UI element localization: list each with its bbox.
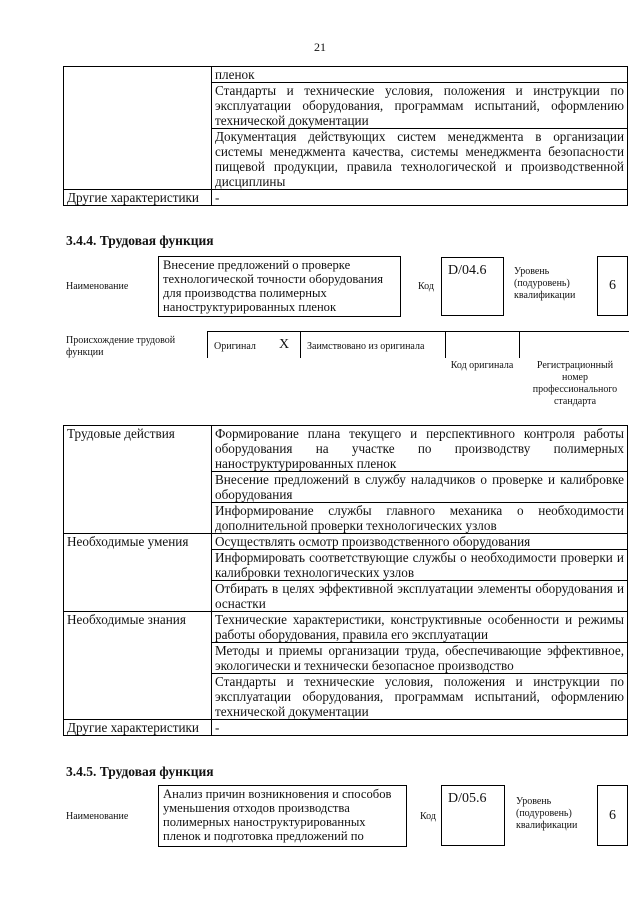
- name-label: Наименование: [66, 281, 129, 292]
- table-row: [64, 190, 628, 206]
- original-mark: X: [279, 337, 290, 352]
- table-cell-text: -: [212, 190, 628, 206]
- table-cell-text: Осуществлять осмотр производственного оборудования: [212, 534, 628, 550]
- section-title: 3.4.5. Трудовая функция: [66, 764, 214, 779]
- origin-divider: [300, 332, 301, 358]
- level-label: Уровень (подуровень) квалификации: [514, 266, 576, 301]
- table-cell-label: Необходимые умения: [64, 534, 212, 612]
- table-cell-text: пленок: [212, 67, 628, 83]
- reg-number-label: Регистрационный номер профессионального стандарта: [532, 360, 618, 407]
- table-cell-label: Другие характеристики: [64, 720, 212, 736]
- code-label: Код: [418, 281, 434, 292]
- table-cell-label: Другие характеристики: [64, 190, 212, 206]
- code-value-box: D/04.6: [441, 257, 504, 316]
- page-number: 21: [314, 40, 326, 54]
- table-row: [64, 426, 628, 472]
- table-cell-text: Внесение предложений в службу наладчиков о проверке и калибровке оборудования: [212, 472, 628, 503]
- borrowed-label: Заимствовано из оригинала: [307, 341, 425, 352]
- table-row: [64, 67, 628, 83]
- table-row: [64, 534, 628, 550]
- function-name-box: Внесение предложений о проверке технологической точности оборудования для производства полимерных наноструктурированных пленок: [158, 256, 401, 317]
- table-cell-text: Документация действующих систем менеджмента в организации системы менеджмента качества, системы менеджмента безопасности пищевой продукции, правила технологической и производственной дисциплины: [212, 129, 628, 190]
- function-name-box: Анализ причин возникновения и способов уменьшения отходов производства полимерных наноструктурированных пленок и подготовка предложений по: [158, 785, 407, 847]
- table-cell-text: Отбирать в целях эффективной эксплуатации элементы оборудования и оснастки: [212, 581, 628, 612]
- name-label: Наименование: [66, 811, 129, 822]
- table-cell-label: Необходимые знания: [64, 612, 212, 720]
- code-value-box: D/05.6: [441, 785, 505, 846]
- top-table: [63, 66, 628, 206]
- code-label: Код: [420, 811, 436, 822]
- origin-row: [207, 331, 629, 358]
- table-row: [64, 720, 628, 736]
- level-value-box: 6: [597, 785, 628, 846]
- main-table: [63, 425, 628, 736]
- origin-divider: [445, 332, 446, 358]
- table-cell-text: Методы и приемы организации труда, обеспечивающие эффективное, экологически и технически безопасное производство: [212, 643, 628, 674]
- table-cell-text: Информировать соответствующие службы о необходимости проверки и калибровки технологических узлов: [212, 550, 628, 581]
- origin-label: Происхождение трудовой функции: [66, 335, 176, 358]
- level-value-box: 6: [597, 256, 628, 316]
- table-cell-text: Информирование службы главного механика о необходимости дополнительной проверки технологических узлов: [212, 503, 628, 534]
- table-cell-text: Стандарты и технические условия, положения и инструкции по эксплуатации оборудования, программам испытаний, оформлению технической документации: [212, 83, 628, 129]
- section-title: 3.4.4. Трудовая функция: [66, 233, 214, 248]
- table-row: [64, 612, 628, 643]
- table-cell-text: Стандарты и технические условия, положения и инструкции по эксплуатации оборудования, программам испытаний, оформлению технической документации: [212, 674, 628, 720]
- table-cell-text: Технические характеристики, конструктивные особенности и режимы работы оборудования, правила его эксплуатации: [212, 612, 628, 643]
- table-cell-label: [64, 67, 212, 190]
- table-cell-text: Формирование плана текущего и перспективного контроля работы оборудования на участке по производству полимерных наноструктурированных пленок: [212, 426, 628, 472]
- code-original-label: Код оригинала: [450, 360, 514, 371]
- table-cell-label: Трудовые действия: [64, 426, 212, 534]
- table-cell-text: -: [212, 720, 628, 736]
- original-label: Оригинал: [214, 341, 256, 352]
- level-label: Уровень (подуровень) квалификации: [516, 796, 578, 831]
- origin-divider: [519, 332, 520, 358]
